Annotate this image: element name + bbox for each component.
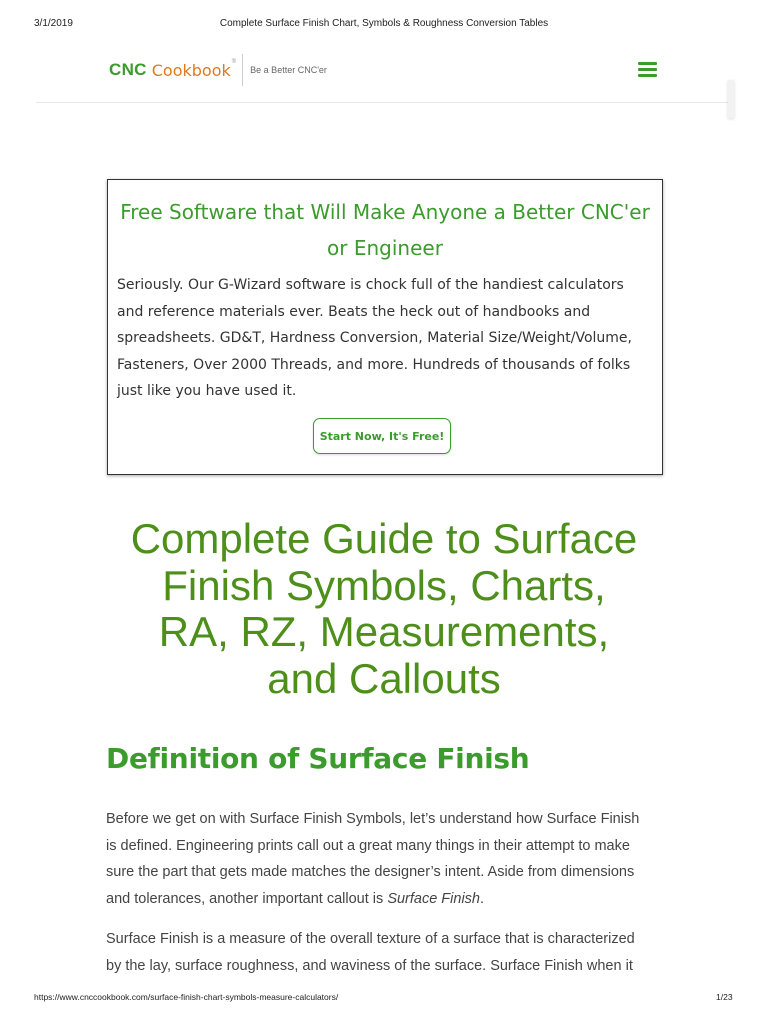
logo-tagline: Be a Better CNC'er (250, 65, 327, 75)
surface-finish-emphasis: Surface Finish (387, 890, 480, 907)
scroll-edge (728, 80, 734, 118)
promo-body: Seriously. Our G-Wizard software is chock full of the handiest calculators and reference materials ever. Beats the heck out of handbooks and spreadsheets. GD&T, Hardness Conversion, Material Size/Weight/Volume, Fasteners, Over 2000 Threads, and more. Hundreds of thousands of folks just like you have used it. (117, 277, 632, 399)
paragraph-definition-text: Before we get on with Surface Finish Symbols, let’s understand how Surface Finish is defined. Engineering prints call out a great many things in their attempt to make sure the part that gets made matches the designer’s intent. Aside from dimensions and tolerances, another important callout is (106, 811, 640, 907)
paragraph-definition-end: . (480, 890, 485, 907)
print-page-number: 1/23 (716, 992, 733, 1002)
print-footer (0, 992, 768, 1004)
print-date: 3/1/2019 (34, 18, 73, 29)
paragraph-measure: Surface Finish is a measure of the overall texture of a surface that is characterized by the lay, surface roughness, and waviness of the surface. Surface Finish when it (106, 931, 635, 974)
logo-divider (242, 54, 243, 86)
print-url: https://www.cnccookbook.com/surface-finish-chart-symbols-measure-calculators/ (34, 992, 339, 1002)
hamburger-menu-icon[interactable] (638, 62, 657, 78)
site-logo[interactable] (109, 56, 327, 84)
paragraph-definition (106, 806, 666, 912)
start-now-button[interactable]: Start Now, It's Free! (313, 418, 451, 454)
article-title: Complete Guide to Surface Finish Symbols, Charts, RA, RZ, Measurements, and Callouts (130, 515, 638, 702)
print-header (0, 18, 768, 32)
logo-cookbook-text: Cookbook (151, 60, 231, 80)
print-page-title: Complete Surface Finish Chart, Symbols & Roughness Conversion Tables (219, 18, 549, 29)
logo-cnc-text: CNC (109, 60, 147, 79)
site-header (36, 46, 732, 103)
section-heading: Definition of Surface Finish (106, 742, 530, 775)
registered-mark: ® (231, 59, 237, 65)
promo-box (107, 179, 663, 475)
promo-title: Free Software that Will Make Anyone a Better CNC'er or Engineer (120, 200, 650, 260)
